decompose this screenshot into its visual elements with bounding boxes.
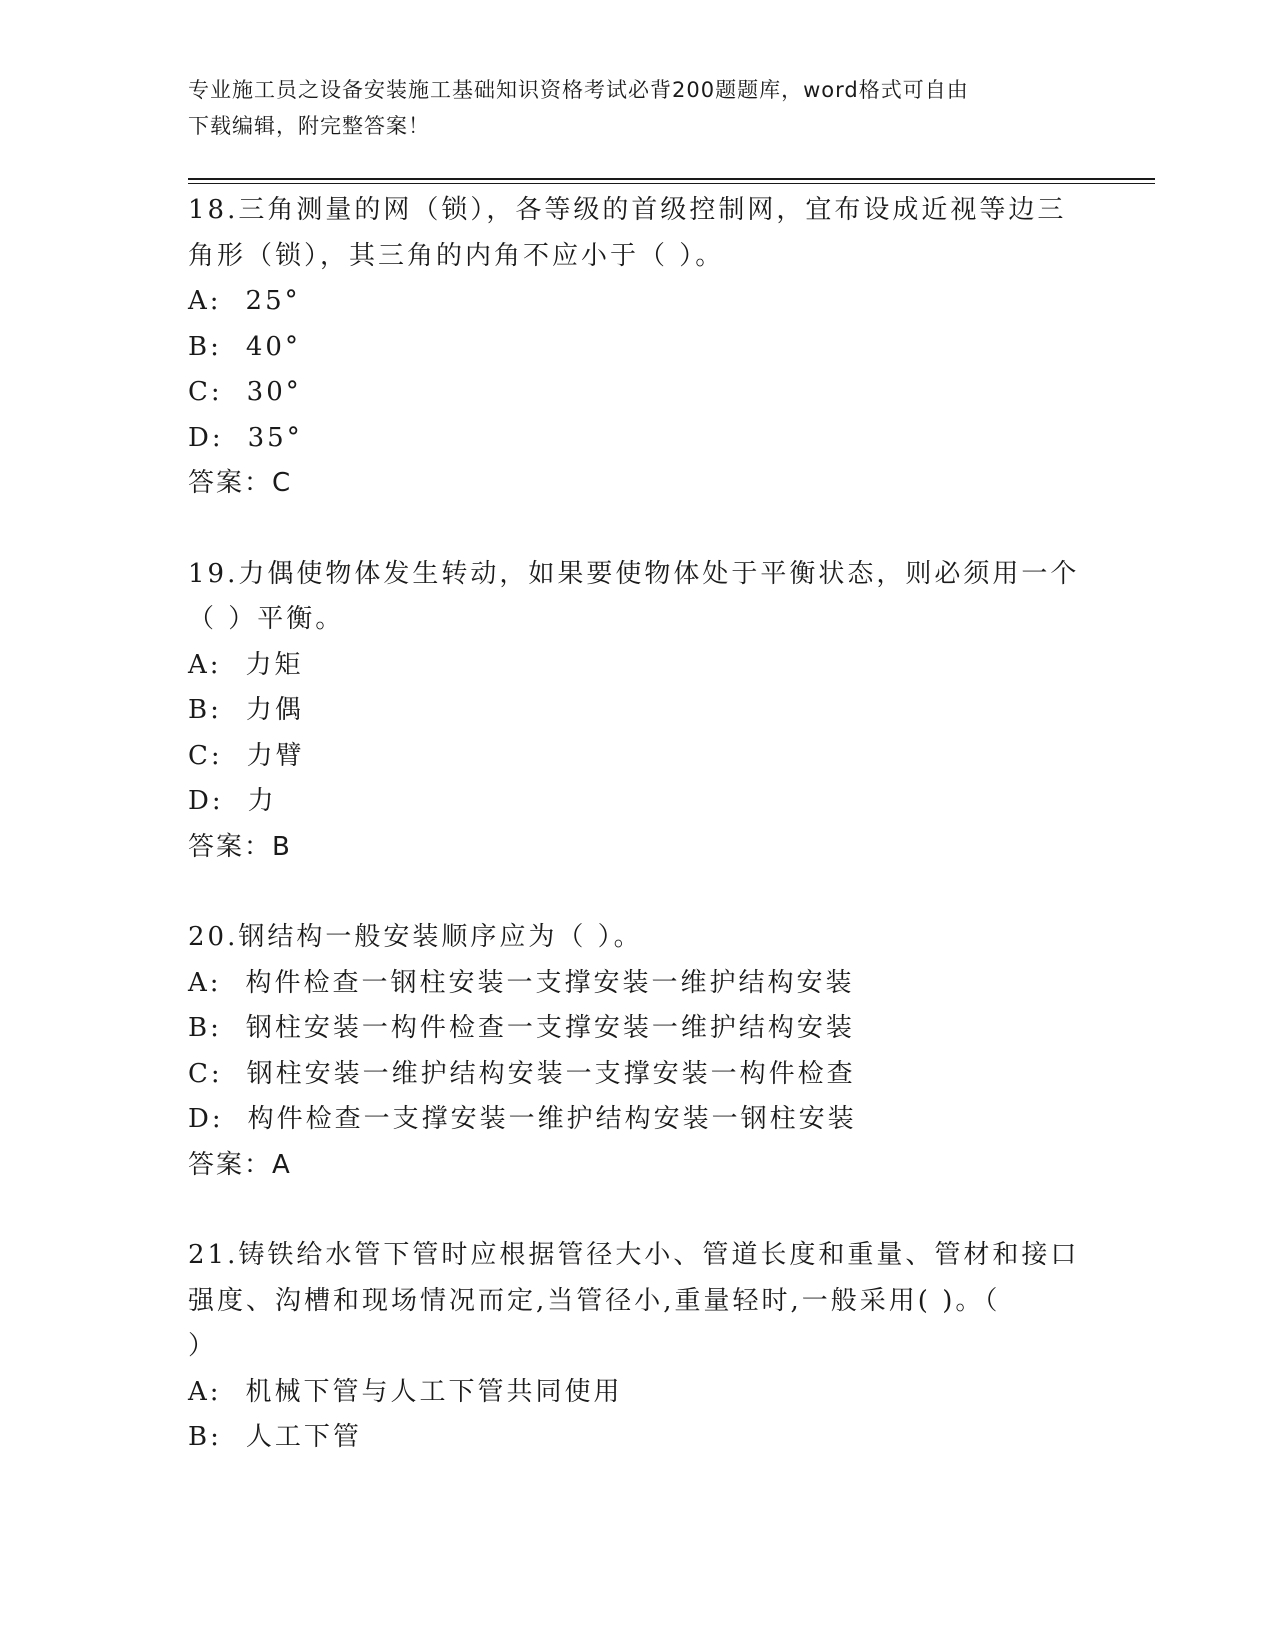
question-text-line: 角形（锁），其三角的内角不应小于（ ）。 — [188, 240, 725, 271]
option-a — [188, 961, 1088, 1007]
option-d — [188, 416, 1088, 462]
document-header — [188, 72, 1088, 144]
option-text: 力 — [247, 786, 277, 816]
option-letter: C: — [188, 740, 223, 771]
option-c — [188, 734, 1088, 780]
option-letter: A: — [188, 649, 222, 680]
option-b — [188, 1006, 1088, 1052]
answer-line: 答案：C — [188, 468, 293, 498]
question-19 — [188, 552, 1088, 871]
option-letter: B: — [188, 1013, 222, 1043]
option-letter: B: — [188, 1422, 222, 1452]
question-text-line: （ ）平衡。 — [188, 604, 345, 634]
question-20 — [188, 915, 1088, 1188]
header-title-line-1: 专业施工员之设备安装施工基础知识资格考试必背200题题库，word格式可自由 — [188, 78, 969, 102]
option-text: 机械下管与人工下管共同使用 — [245, 1376, 623, 1407]
header-divider-thin — [188, 183, 1155, 184]
question-text-line: 18.三角测量的网（锁），各等级的首级控制网，宜布设成近视等边三 — [188, 195, 1067, 225]
question-list — [188, 188, 1088, 1461]
option-letter: A: — [188, 967, 222, 998]
question-text-line: 强度、沟槽和现场情况而定,当管径小,重量轻时,一般采用( )。（ — [188, 1285, 1001, 1316]
option-d — [188, 1097, 1088, 1143]
option-a — [188, 279, 1088, 325]
question-text — [188, 915, 1088, 961]
option-text: 构件检查一钢柱安装一支撑安装一维护结构安装 — [245, 967, 855, 998]
option-text: 25° — [245, 286, 301, 316]
option-a — [188, 1370, 1088, 1416]
option-d — [188, 779, 1088, 825]
option-letter: D: — [188, 786, 224, 816]
option-text: 构件检查一支撑安装一维护结构安装一钢柱安装 — [247, 1104, 857, 1134]
option-letter: A: — [188, 1376, 222, 1407]
option-text: 钢柱安装一构件检查一支撑安装一维护结构安装 — [245, 1013, 855, 1043]
option-text: 40° — [245, 331, 301, 362]
question-text — [188, 188, 1088, 279]
option-letter: B: — [188, 695, 222, 725]
option-text: 30° — [246, 377, 302, 407]
option-text: 人工下管 — [245, 1422, 362, 1452]
option-letter: A: — [188, 286, 222, 316]
option-letter: D: — [188, 422, 224, 453]
question-21 — [188, 1233, 1088, 1461]
header-title-line-2: 下载编辑，附完整答案！ — [188, 114, 430, 138]
question-18 — [188, 188, 1088, 507]
question-text — [188, 552, 1088, 643]
option-c — [188, 370, 1088, 416]
question-text — [188, 1233, 1088, 1370]
option-letter: B: — [188, 331, 222, 362]
option-a — [188, 643, 1088, 689]
option-letter: C: — [188, 1058, 223, 1089]
option-b — [188, 325, 1088, 371]
answer-line: 答案：B — [188, 831, 292, 862]
header-divider-thick — [188, 178, 1155, 180]
option-text: 钢柱安装一维护结构安装一支撑安装一构件检查 — [246, 1058, 856, 1089]
option-b — [188, 688, 1088, 734]
question-text-line: ） — [188, 1331, 218, 1361]
option-text: 力偶 — [245, 695, 304, 725]
option-b — [188, 1415, 1088, 1461]
question-text-line: 21.铸铁给水管下管时应根据管径大小、管道长度和重量、管材和接口 — [188, 1240, 1080, 1270]
option-text: 力矩 — [245, 649, 304, 680]
answer-line: 答案：A — [188, 1149, 292, 1180]
option-c — [188, 1052, 1088, 1098]
question-text-line: 19.力偶使物体发生转动，如果要使物体处于平衡状态，则必须用一个 — [188, 558, 1080, 589]
option-letter: D: — [188, 1104, 224, 1134]
option-text: 35° — [247, 422, 303, 453]
option-letter: C: — [188, 377, 223, 407]
option-text: 力臂 — [246, 740, 305, 771]
question-text-line: 20.钢结构一般安装顺序应为（ ）。 — [188, 922, 643, 952]
